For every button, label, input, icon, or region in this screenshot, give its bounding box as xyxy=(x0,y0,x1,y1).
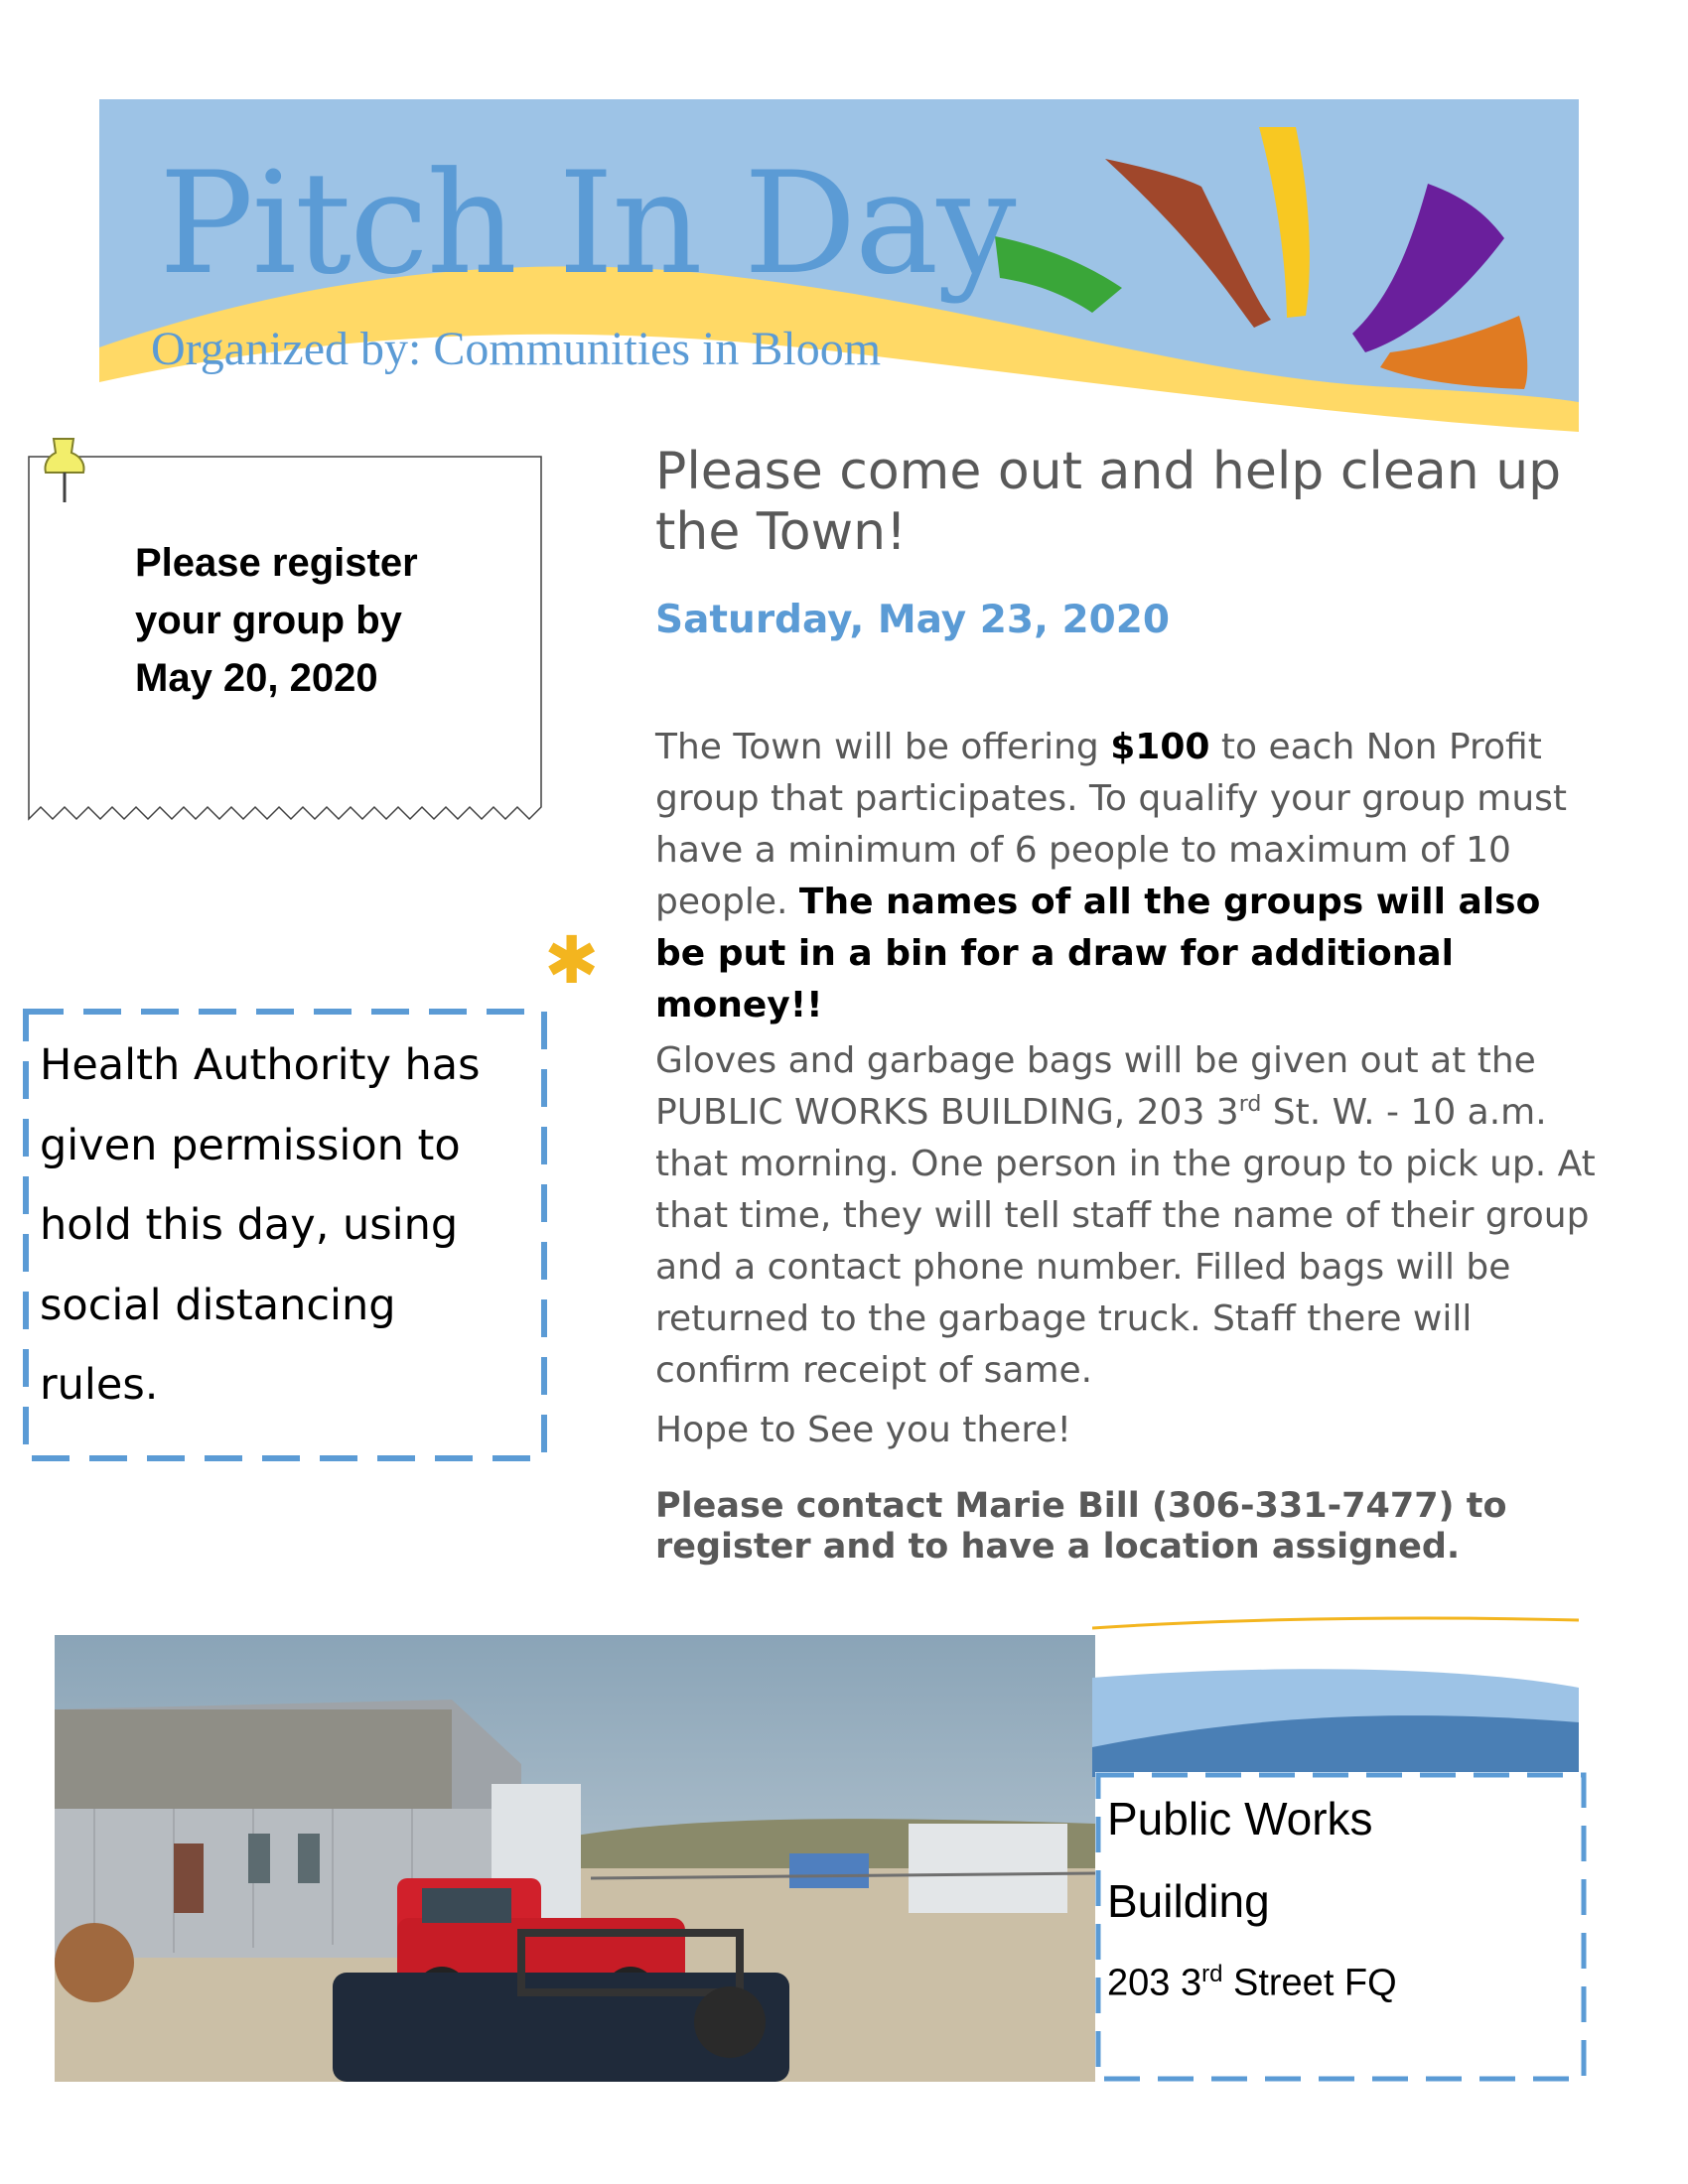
offer-amount: $100 xyxy=(1110,727,1210,767)
street-name: Street FQ xyxy=(1222,1962,1397,2004)
offer-paragraph xyxy=(655,722,1599,1031)
public-works-building-photo xyxy=(55,1635,1095,2082)
offer-details: to each Non Profit group that participates. To qualify your group must have a minimum of 6 people to maximum of 10 people. xyxy=(655,727,1567,922)
health-line-2: given permission to xyxy=(40,1120,461,1170)
pushpin-icon xyxy=(38,431,97,510)
closing-line: Hope to See you there! xyxy=(655,1410,1071,1450)
offer-intro: The Town will be offering xyxy=(655,727,1111,767)
street-address xyxy=(1107,1961,1397,2005)
street-number: 203 3 xyxy=(1107,1962,1202,2004)
address-box xyxy=(1095,1772,1587,2082)
pickup-text-1: Gloves and garbage bags will be given out at the PUBLIC WORKS BUILDING, 203 3 xyxy=(655,1040,1536,1133)
health-authority-note xyxy=(22,1008,548,1462)
pickup-paragraph xyxy=(655,1035,1599,1397)
register-note xyxy=(28,455,542,822)
page-title: Pitch In Day xyxy=(159,142,1015,306)
banner xyxy=(99,99,1579,447)
photo-illustration xyxy=(55,1635,1095,2082)
decorative-wave xyxy=(1092,1608,1589,1777)
health-line-3: hold this day, using xyxy=(40,1200,459,1250)
headline: Please come out and help clean up the Town! xyxy=(655,442,1562,562)
health-line-1: Health Authority has xyxy=(40,1040,481,1090)
pickup-text-2: St. W. - 10 a.m. that morning. One person in the group to pick up. At that time, they will tell staff the name of their group and a contact phone number. Filled bags will be returned to the garbage truck. Staff there will confirm receipt of same. xyxy=(655,1092,1596,1391)
pickup-superscript: rd xyxy=(1238,1092,1262,1117)
contact-info: Please contact Marie Bill (306-331-7477) to register and to have a location assigned. xyxy=(655,1486,1507,1567)
register-line-2: your group by xyxy=(135,599,402,642)
address-line-1: Public Works xyxy=(1107,1793,1373,1844)
address-line-2: Building xyxy=(1107,1875,1270,1927)
health-line-4: social distancing xyxy=(40,1280,396,1330)
draw-notice: The names of all the groups will also be put in a bin for a draw for additional money!! xyxy=(655,882,1541,1025)
register-deadline: May 20, 2020 xyxy=(135,656,378,700)
health-line-5: rules. xyxy=(40,1360,159,1410)
street-superscript: rd xyxy=(1201,1961,1223,1987)
register-line-1: Please register xyxy=(135,541,418,585)
event-date: Saturday, May 23, 2020 xyxy=(655,598,1171,642)
organizer-subtitle: Organized by: Communities in Bloom xyxy=(151,323,882,375)
asterisk-icon: ✱ xyxy=(544,922,600,999)
